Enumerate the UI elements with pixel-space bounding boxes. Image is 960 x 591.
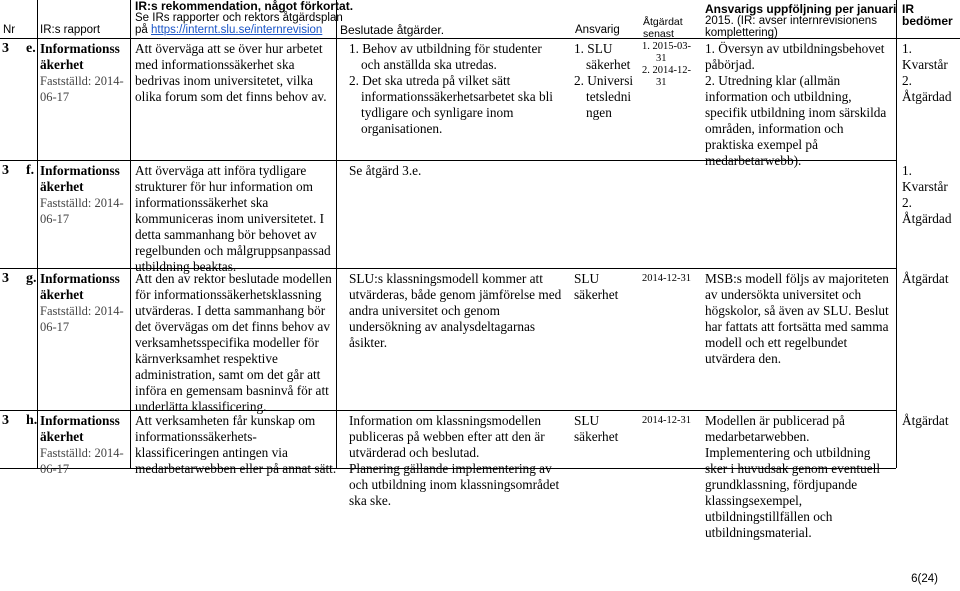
completed-by-text <box>642 415 691 427</box>
header-atgardat <box>643 16 683 40</box>
text-line: högskolor, så även av SLU. Beslut <box>705 303 889 318</box>
decided-actions-text <box>349 163 421 179</box>
text-line: 1. SLU <box>574 41 613 56</box>
text-line: administration, samt om det går att <box>135 367 321 382</box>
text-line: SLU:s klassningsmodell kommer att <box>349 271 543 286</box>
col-divider-1 <box>37 0 38 468</box>
decided-actions-text <box>349 41 553 137</box>
text-line: organisationen. <box>361 121 443 136</box>
text-line: säkerhet <box>574 287 619 302</box>
text-line: regelbunden och målgruppsanpassad <box>135 243 331 258</box>
ir-title-line2: äkerhet <box>40 287 84 302</box>
text-line: SLU <box>574 413 600 428</box>
text-line: 2014-12-31 <box>642 273 691 284</box>
ir-assessment-text <box>902 41 951 105</box>
row-letter: g. <box>26 271 37 286</box>
text-line: 2. <box>902 73 912 88</box>
text-line: införa en gemensam basninvå för att <box>135 383 329 398</box>
text-line: kommuniceras inom universitetet. I <box>135 211 325 226</box>
text-line: undersökning av analysdeltagarnas <box>349 319 536 334</box>
ir-assessment-text <box>902 413 949 429</box>
recommendation-text <box>135 413 336 477</box>
text-line: informationssäkerhetsarbetet ska bli <box>361 89 554 104</box>
header-rekommendation <box>135 0 353 36</box>
text-line: detta sammanhang bör behovet av <box>135 227 317 242</box>
text-line: ngen <box>586 105 612 120</box>
decided-actions-text <box>349 271 561 351</box>
header-uppf-line1: Ansvarigs uppföljning per januari <box>705 2 897 16</box>
ir-report-title <box>40 41 124 105</box>
followup-text <box>705 271 889 367</box>
text-line: har fattats att fortsätta med samma <box>705 319 889 334</box>
ir-date-line2: 06-17 <box>40 462 70 476</box>
decided-actions-text <box>349 413 559 509</box>
header-ir-rapport: IR:s rapport <box>40 24 101 36</box>
header-uppfoljning <box>705 3 896 39</box>
text-line: modell och ett regelbundet <box>705 335 848 350</box>
text-line: utbildningsmaterial. <box>705 525 812 540</box>
ir-date-line1: Fastställd: 2014- <box>40 196 124 210</box>
text-line: publiceras på webben efter att den är <box>349 429 545 444</box>
text-line: MSB:s modell följs av majoriteten <box>705 271 889 286</box>
header-rek-line3 <box>135 24 353 36</box>
ir-title-line1: Informationss <box>40 163 120 178</box>
header-uppf-line3: komplettering) <box>705 27 778 39</box>
text-line: 1. <box>902 163 912 178</box>
text-line: medarbetarwebben eller på annat sätt. <box>135 461 337 476</box>
text-line: säkerhet <box>586 57 631 72</box>
row-nr: 3 <box>2 163 9 178</box>
col-divider-3 <box>336 0 337 468</box>
ir-date-line1: Fastställd: 2014- <box>40 304 124 318</box>
text-line: information och utbildning, <box>705 89 852 104</box>
ir-date-line2: 06-17 <box>40 320 70 334</box>
header-atgardat-line2: senast <box>643 28 674 40</box>
ir-title-line2: äkerhet <box>40 179 84 194</box>
text-line: Att överväga att se över hur arbetet <box>135 41 323 56</box>
text-line: påbörjad. <box>705 57 755 72</box>
recommendation-text <box>135 41 327 105</box>
ir-date-line1: Fastställd: 2014- <box>40 74 124 88</box>
text-line: kärnverksamhet respektive <box>135 351 278 366</box>
row-letter: h. <box>26 413 38 428</box>
text-line: 2. Universi <box>574 73 634 88</box>
text-line: bedrivas inom universitetet, vilka <box>135 73 313 88</box>
text-line: 2. 2014-12- <box>642 65 691 76</box>
text-line: Åtgärdad <box>902 211 952 226</box>
recommendation-text <box>135 163 331 275</box>
text-line: Kvarstår <box>902 57 948 72</box>
text-line: utbildning beaktas. <box>135 259 237 274</box>
text-line: av undersökta universitet och <box>705 287 862 302</box>
text-line: klassingsexempel, <box>705 493 803 508</box>
row-letter: e. <box>26 41 36 56</box>
row-nr: 3 <box>2 41 9 56</box>
col-divider-2 <box>130 0 131 468</box>
text-line: områden, information och <box>705 121 844 136</box>
text-line: åsikter. <box>349 335 388 350</box>
followup-text <box>705 41 886 169</box>
row-letter: f. <box>26 163 35 178</box>
text-line: medarbetarwebben. <box>705 429 810 444</box>
text-line: 31 <box>656 53 667 64</box>
text-line: 1. 2015-03- <box>642 41 691 52</box>
header-nr: Nr <box>3 24 16 36</box>
text-line: och utbildning inom klassningsområdet <box>349 477 560 492</box>
text-line: Åtgärdad <box>902 89 952 104</box>
text-line: Modellen är publicerad på <box>705 413 845 428</box>
ir-report-title <box>40 163 124 227</box>
ir-title-line1: Informationss <box>40 413 120 428</box>
header-bedomer-line1: IR <box>902 2 914 16</box>
ir-title-line2: äkerhet <box>40 57 84 72</box>
text-line: ska ske. <box>349 493 392 508</box>
text-line: tetsledni <box>586 89 632 104</box>
text-line: Åtgärdat <box>902 413 949 428</box>
text-line: säkerhet <box>574 429 619 444</box>
ir-assessment-text <box>902 163 951 227</box>
text-line: Planering gällande implementering av <box>349 461 552 476</box>
row-nr: 3 <box>2 271 9 286</box>
header-uppf-line2: 2015. (IR: avser internrevisionens <box>705 15 877 27</box>
responsible-text <box>574 41 633 121</box>
text-line: tydligare och synligare inom <box>361 105 514 120</box>
responsible-text <box>574 413 618 445</box>
header-rek-line1: IR:s rekommendation, något förkortat. <box>135 0 354 13</box>
ir-date-line1: Fastställd: 2014- <box>40 446 124 460</box>
text-line: klassificeringen antingen via <box>135 445 288 460</box>
header-atgardat-line1: Åtgärdat <box>643 16 683 28</box>
text-line: specifik utbildning inom särskilda <box>705 105 887 120</box>
text-line: 2014-12-31 <box>642 415 691 426</box>
text-line: utvärderas. I detta sammanhang bör <box>135 303 326 318</box>
text-line: 1. <box>902 41 912 56</box>
text-line: och anställda ska utredas. <box>361 57 497 72</box>
text-line: sker i huvudsak genom eventuell <box>705 461 881 476</box>
col-divider-4 <box>896 0 897 468</box>
text-line: praktiska exempel på <box>705 137 818 152</box>
text-line: grundklassning, fördjupande <box>705 477 858 492</box>
row-nr: 3 <box>2 413 9 428</box>
ir-date-line2: 06-17 <box>40 90 70 104</box>
ir-report-title <box>40 413 124 477</box>
text-line: olika forum som det finns behov av. <box>135 89 327 104</box>
ir-title-line2: äkerhet <box>40 429 84 444</box>
followup-text <box>705 413 880 541</box>
header-beslutade: Beslutade åtgärder. <box>340 23 445 37</box>
text-line: med informationssäkerhet ska <box>135 57 295 72</box>
text-line: underlätta klassificering. <box>135 399 267 414</box>
text-line: medarbetarwebb). <box>705 153 802 168</box>
text-line: 2. Det ska utreda på vilket sätt <box>349 73 511 88</box>
internrevision-link[interactable]: https://internt.slu.se/internrevision <box>151 24 323 36</box>
text-line: Se åtgärd 3.e. <box>349 163 422 178</box>
text-line: andra universitet och genom <box>349 303 501 318</box>
text-line: 1. Behov av utbildning för studenter <box>349 41 542 56</box>
ir-assessment-text <box>902 271 949 287</box>
text-line: 31 <box>656 77 667 88</box>
text-line: det övervägas om det finns behov av <box>135 319 330 334</box>
recommendation-text <box>135 271 332 415</box>
text-line: informationssäkerhets- <box>135 429 257 444</box>
ir-title-line1: Informationss <box>40 271 120 286</box>
text-line: 1. Översyn av utbildningsbehovet <box>705 41 885 56</box>
responsible-text <box>574 271 618 303</box>
text-line: utbildningstillfällen och <box>705 509 833 524</box>
text-line: strukturer för hur information om <box>135 179 313 194</box>
text-line: Att verksamheten får kunskap om <box>135 413 316 428</box>
text-line: Att den av rektor beslutade modellen <box>135 271 332 286</box>
text-line: 2. Utredning klar (allmän <box>705 73 841 88</box>
text-line: utvärdera den. <box>705 351 782 366</box>
header-rek-line2: Se IRs rapporter och rektors åtgärdsplan <box>135 12 343 24</box>
text-line: Kvarstår <box>902 179 948 194</box>
text-line: informationssäkerhet ska <box>135 195 269 210</box>
text-line: Implementering och utbildning <box>705 445 871 460</box>
text-line: 2. <box>902 195 912 210</box>
text-line: Information om klassningsmodellen <box>349 413 542 428</box>
text-line: utvärderad och beslutad. <box>349 445 480 460</box>
text-line: Att överväga att införa tydligare <box>135 163 307 178</box>
header-bedomer-line2: bedömer <box>902 14 953 28</box>
text-line: verksamhetsspecifika modeller för <box>135 335 319 350</box>
page-number: 6(24) <box>911 573 938 585</box>
text-line: SLU <box>574 271 600 286</box>
ir-title-line1: Informationss <box>40 41 120 56</box>
completed-by-text <box>642 41 691 89</box>
ir-date-line2: 06-17 <box>40 212 70 226</box>
text-line: Åtgärdat <box>902 271 949 286</box>
text-line: för informationssäkerhetsklassning <box>135 287 322 302</box>
completed-by-text <box>642 273 691 285</box>
header-ir-bedomer <box>902 3 953 27</box>
ir-report-title <box>40 271 124 335</box>
header-ansvarig: Ansvarig <box>575 24 620 36</box>
text-line: utvärderas, både genom jämförelse med <box>349 287 562 302</box>
header-rek-prefix: på <box>135 24 151 36</box>
